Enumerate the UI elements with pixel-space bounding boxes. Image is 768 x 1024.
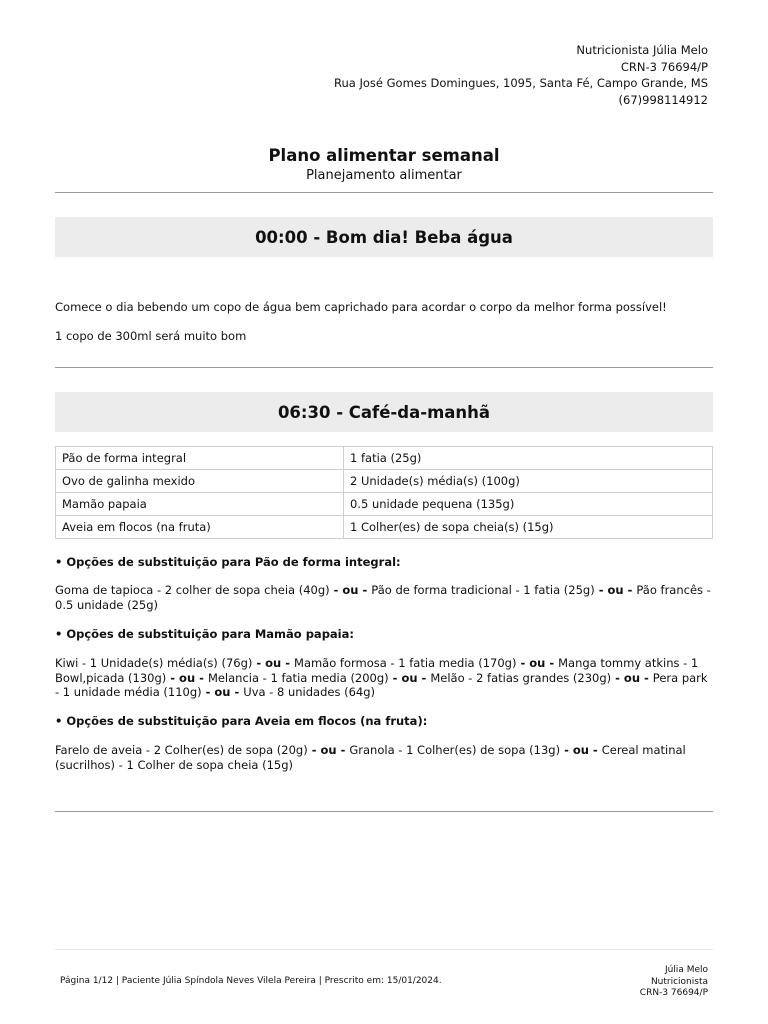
- section-heading-breakfast: 06:30 - Café-da-manhã: [55, 392, 713, 432]
- substitution-options-bread: [55, 583, 715, 612]
- substitution-option: Pão francês - 0.5 unidade (25g): [55, 583, 711, 612]
- substitution-option: Goma de tapioca - 2 colher de sopa cheia (40g): [55, 583, 330, 597]
- divider: [55, 367, 713, 368]
- document-subtitle: Planejamento alimentar: [306, 168, 462, 183]
- option-separator: - ou -: [388, 670, 431, 685]
- option-separator: - ou -: [329, 583, 372, 597]
- substitution-option: Farelo de aveia - 2 Colher(es) de sopa (20g): [55, 743, 308, 757]
- nutritionist-info: [334, 42, 708, 108]
- substitution-option: Uva - 8 unidades (64g): [243, 685, 376, 699]
- footer-divider: [55, 949, 713, 950]
- substitution-option: Granola - 1 Colher(es) de sopa (13g): [349, 743, 561, 757]
- nutritionist-name: Nutricionista Júlia Melo: [576, 43, 708, 57]
- substitution-option: Pera park - 1 unidade média (110g): [55, 670, 708, 699]
- section-heading-water: 00:00 - Bom dia! Beba água: [55, 217, 713, 257]
- document-title-block: [55, 145, 713, 184]
- substitution-heading-bread: • Opções de substituição para Pão de forma integral:: [55, 555, 401, 569]
- table-row: [56, 470, 713, 493]
- signer-role: Nutricionista: [650, 976, 708, 987]
- substitution-option: Melancia - 1 fatia media (200g): [207, 670, 389, 685]
- signer-name: Júlia Melo: [664, 965, 708, 975]
- table-row: [56, 493, 713, 516]
- food-name: Pão de forma integral: [56, 447, 344, 470]
- substitution-option: Manga tommy atkins - 1 Bowl,picada (130g): [55, 656, 699, 685]
- document-title: Plano alimentar semanal: [268, 146, 500, 165]
- food-amount: 1 fatia (25g): [344, 447, 713, 470]
- option-separator: - ou -: [166, 670, 208, 685]
- option-separator: - ou -: [201, 685, 244, 699]
- food-name: Ovo de galinha mexido: [56, 470, 344, 493]
- substitution-heading-papaya: • Opções de substituição para Mamão papaia:: [55, 627, 354, 641]
- water-paragraph-2: 1 copo de 300ml será muito bom: [55, 329, 247, 343]
- substitution-option: Kiwi - 1 Unidade(s) média(s) (76g): [55, 656, 253, 670]
- table-row: [56, 447, 713, 470]
- option-separator: - ou -: [516, 656, 559, 670]
- food-amount: 1 Colher(es) de sopa cheia(s) (15g): [344, 516, 713, 539]
- table-row: [56, 516, 713, 539]
- substitution-option: Cereal matinal (sucrilhos) - 1 Colher de sopa cheia (15g): [55, 743, 686, 772]
- substitution-option: Melão - 2 fatias grandes (230g): [430, 670, 612, 685]
- nutritionist-address: Rua José Gomes Domingues, 1095, Santa Fé, Campo Grande, MS: [334, 76, 708, 90]
- option-separator: - ou -: [611, 670, 653, 685]
- food-amount: 2 Unidade(s) média(s) (100g): [344, 470, 713, 493]
- substitution-option: Mamão formosa - 1 fatia media (170g): [294, 656, 517, 670]
- divider: [55, 192, 713, 193]
- divider: [55, 811, 713, 812]
- option-separator: - ou -: [560, 743, 602, 757]
- food-name: Mamão papaia: [56, 493, 344, 516]
- substitution-option: Pão de forma tradicional - 1 fatia (25g): [371, 583, 595, 597]
- signer-crn: CRN-3 76694/P: [639, 988, 708, 998]
- option-separator: - ou -: [252, 656, 295, 670]
- water-paragraph-1: Comece o dia bebendo um copo de água bem caprichado para acordar o corpo da melhor forma possível!: [55, 300, 667, 314]
- food-name: Aveia em flocos (na fruta): [56, 516, 344, 539]
- food-amount: 0.5 unidade pequena (135g): [344, 493, 713, 516]
- option-separator: - ou -: [307, 743, 350, 757]
- substitution-heading-oats: • Opções de substituição para Aveia em flocos (na fruta):: [55, 714, 428, 728]
- substitution-options-papaya: [55, 656, 715, 700]
- footer-page-info: Página 1/12 | Paciente Júlia Spíndola Neves Vilela Pereira | Prescrito em: 15/01/2024.: [60, 976, 442, 986]
- footer-signature: [640, 965, 708, 1000]
- nutritionist-crn: CRN-3 76694/P: [620, 59, 708, 74]
- nutritionist-phone: (67)998114912: [618, 92, 708, 107]
- option-separator: - ou -: [594, 583, 637, 597]
- substitution-options-oats: [55, 743, 715, 772]
- breakfast-food-table: [55, 446, 713, 539]
